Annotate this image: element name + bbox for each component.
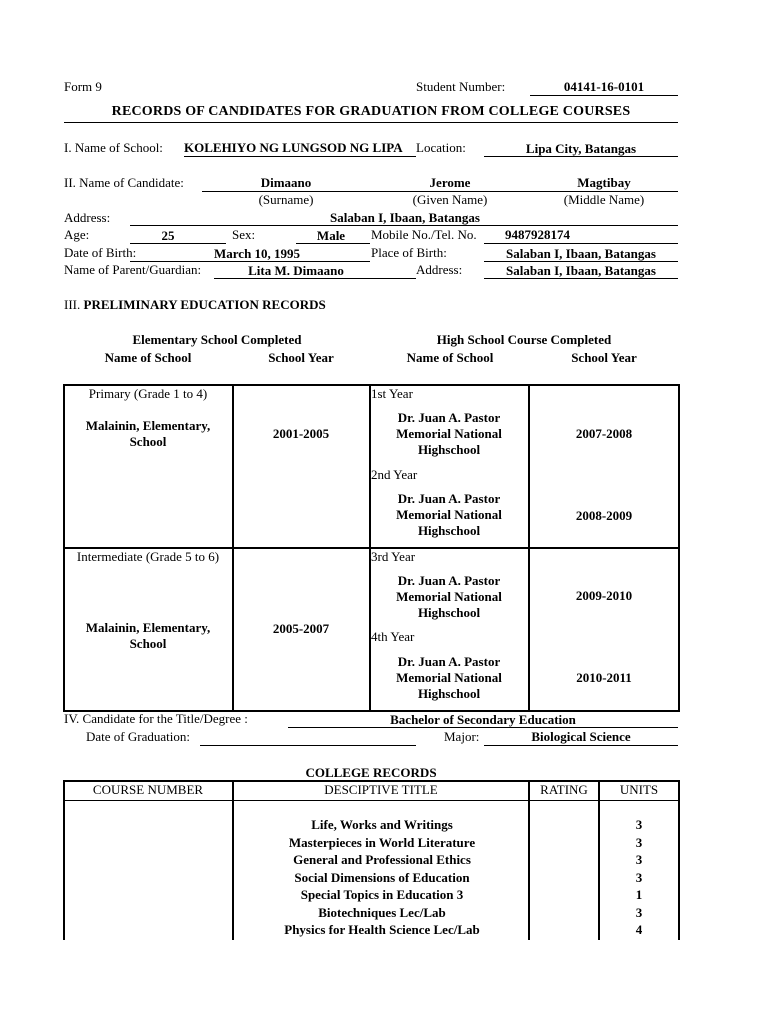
dob-label: Date of Birth: [64,245,137,260]
intermediate-year: 2005-2007 [272,621,330,636]
course-units: 4 [635,922,643,937]
intermediate-school: Malainin, Elementary, School [85,620,211,651]
dob-value: March 10, 1995 [214,246,301,261]
age-value: 25 [161,228,175,243]
hs-year-4-label: 4th Year [371,629,415,644]
address-value: Salaban I, Ibaan, Batangas [330,210,480,225]
elem-col-name: Name of School [104,350,192,365]
address-line [130,225,678,226]
major-line [484,745,678,746]
elem-col-year: School Year [268,350,334,365]
course-units: 3 [635,817,643,832]
col-course-number: COURSE NUMBER [92,782,204,797]
elementary-heading: Elementary School Completed [132,332,302,347]
mobile-value: 9487928174 [505,227,570,242]
address-label: Address: [64,210,111,225]
parent-address-label: Address: [416,262,463,277]
age-label: Age: [64,227,90,242]
mobile-label: Mobile No./Tel. No. [371,227,477,242]
location-value: Lipa City, Batangas [525,141,637,156]
col-descriptive-title: DESCIPTIVE TITLE [324,782,438,797]
candidate-label: II. Name of Candidate: [64,175,184,190]
course-title: Biotechniques Lec/Lab [318,905,446,920]
hs-year-1-school: Dr. Juan A. Pastor Memorial National Highschool [396,410,502,457]
college-heading: COLLEGE RECORDS [305,765,437,780]
pob-label: Place of Birth: [371,245,447,260]
middle-name-value: Magtibay [577,175,631,190]
degree-label: IV. Candidate for the Title/Degree : [64,711,248,726]
course-units: 3 [635,835,643,850]
preliminary-heading [64,297,326,312]
course-units: 3 [635,852,643,867]
given-name-caption: (Given Name) [412,192,488,207]
parent-value: Lita M. Dimaano [248,263,344,278]
intermediate-label: Intermediate (Grade 5 to 6) [76,549,220,564]
school-label: I. Name of School: [64,140,163,155]
hs-year-1-year: 2007-2008 [575,426,633,441]
hs-year-2-year: 2008-2009 [575,508,633,523]
surname-caption: (Surname) [258,192,314,207]
middle-name-caption: (Middle Name) [563,192,645,207]
pob-value: Salaban I, Ibaan, Batangas [506,246,656,261]
preliminary-heading-text: PRELIMINARY EDUCATION RECORDS [83,297,326,312]
course-title: Physics for Health Science Lec/Lab [284,922,480,937]
highschool-heading: High School Course Completed [436,332,612,347]
given-name-value: Jerome [429,175,471,190]
student-number-line [530,95,678,96]
page-title: RECORDS OF CANDIDATES FOR GRADUATION FROM COLLEGE COURSES [111,104,631,119]
course-title: Masterpieces in World Literature [288,835,476,850]
primary-year: 2001-2005 [272,426,330,441]
course-title: Special Topics in Education 3 [300,887,464,902]
hs-year-3-year: 2009-2010 [575,588,633,603]
parent-address-value: Salaban I, Ibaan, Batangas [506,263,656,278]
hs-year-2-school: Dr. Juan A. Pastor Memorial National Highschool [396,491,502,538]
hs-col-year: School Year [571,350,637,365]
location-line [484,156,678,157]
hs-year-3-label: 3rd Year [371,549,416,564]
sex-label: Sex: [232,227,256,242]
course-units: 3 [635,905,643,920]
school-name: KOLEHIYO NG LUNGSOD NG LIPA [184,140,403,155]
hs-year-3-school: Dr. Juan A. Pastor Memorial National Highschool [396,573,502,620]
course-units: 3 [635,870,643,885]
major-value: Biological Science [531,729,631,744]
graduation-label: Date of Graduation: [86,729,190,744]
student-number-value: 04141-16-0101 [563,79,645,94]
student-number-label: Student Number: [416,79,506,94]
hs-year-2-label: 2nd Year [371,467,418,482]
sex-line [296,243,370,244]
hs-year-4-school: Dr. Juan A. Pastor Memorial National Highschool [396,654,502,701]
parent-line [214,278,416,279]
age-line [130,243,226,244]
col-rating: RATING [540,782,588,797]
mobile-line [484,243,678,244]
parent-address-line [484,278,678,279]
preliminary-heading-prefix: III. [64,297,81,312]
form-label: Form 9 [64,79,102,94]
course-title: Life, Works and Writings [311,817,453,832]
hs-year-4-year: 2010-2011 [576,670,632,685]
primary-school: Malainin, Elementary, School [85,418,211,449]
college-col-line-0 [63,780,65,940]
degree-line [288,727,678,728]
school-line [184,156,416,157]
course-units: 1 [635,887,643,902]
title-underline [64,122,678,123]
graduation-line [200,745,416,746]
course-title: Social Dimensions of Education [294,870,470,885]
parent-label: Name of Parent/Guardian: [64,262,202,277]
primary-label: Primary (Grade 1 to 4) [88,386,208,401]
location-label: Location: [416,140,466,155]
hs-year-1-label: 1st Year [371,386,413,401]
degree-value: Bachelor of Secondary Education [390,712,576,727]
surname-value: Dimaano [260,175,312,190]
pob-line [484,261,678,262]
hs-col-name: Name of School [406,350,494,365]
col-units: UNITS [619,782,659,797]
major-label: Major: [444,729,480,744]
college-header-bottom [63,800,680,801]
college-col-line-4 [678,780,680,940]
sex-value: Male [316,228,346,243]
course-title: General and Professional Ethics [293,852,471,867]
